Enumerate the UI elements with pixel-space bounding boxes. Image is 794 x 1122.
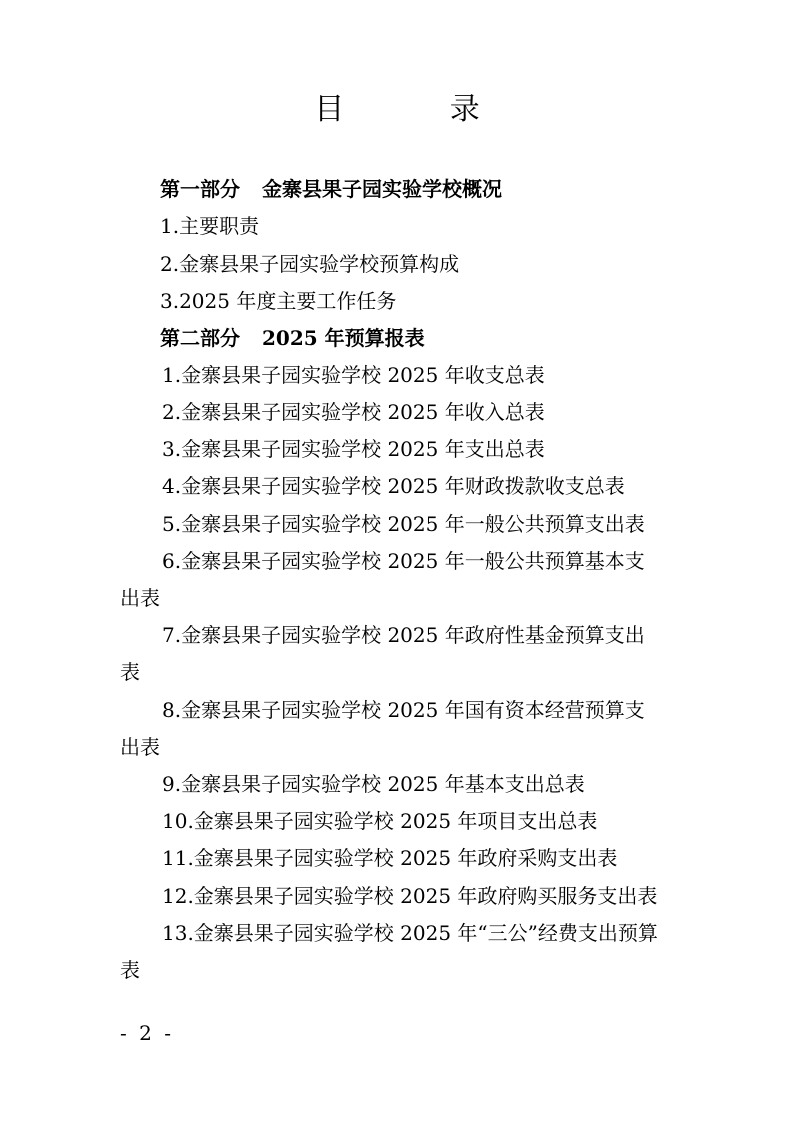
page-title: 目 录 <box>314 92 528 127</box>
toc-item[interactable]: 13.金寨县果子园实验学校 2025 年“三公”经费支出预算 <box>162 921 658 945</box>
page-number: - 2 - <box>120 1021 174 1045</box>
toc-item[interactable]: 2.金寨县果子园实验学校预算构成 <box>160 252 460 276</box>
toc-item[interactable]: 1.主要职责 <box>160 214 260 238</box>
toc-item[interactable]: 6.金寨县果子园实验学校 2025 年一般公共预算基本支 <box>162 549 645 573</box>
toc-item[interactable]: 1.金寨县果子园实验学校 2025 年收支总表 <box>162 363 545 387</box>
toc-item-continuation[interactable]: 出表 <box>120 735 160 759</box>
toc-item[interactable]: 12.金寨县果子园实验学校 2025 年政府购买服务支出表 <box>162 884 658 908</box>
toc-item[interactable]: 8.金寨县果子园实验学校 2025 年国有资本经营预算支 <box>162 698 645 722</box>
part-one-heading[interactable] <box>160 171 502 207</box>
toc-item[interactable]: 10.金寨县果子园实验学校 2025 年项目支出总表 <box>162 809 598 833</box>
part-one-name: 金寨县果子园实验学校概况 <box>262 177 502 201</box>
part-two-number: 第二部分 <box>160 326 240 350</box>
toc-item[interactable]: 9.金寨县果子园实验学校 2025 年基本支出总表 <box>162 772 585 796</box>
toc-item[interactable]: 5.金寨县果子园实验学校 2025 年一般公共预算支出表 <box>162 512 645 536</box>
part-two-name: 2025 年预算报表 <box>262 326 425 350</box>
toc-item[interactable]: 11.金寨县果子园实验学校 2025 年政府采购支出表 <box>162 846 618 870</box>
toc-item[interactable]: 2.金寨县果子园实验学校 2025 年收入总表 <box>162 400 545 424</box>
toc-item[interactable]: 4.金寨县果子园实验学校 2025 年财政拨款收支总表 <box>162 474 625 498</box>
toc-item[interactable]: 3.金寨县果子园实验学校 2025 年支出总表 <box>162 437 545 461</box>
part-one-number: 第一部分 <box>160 177 240 201</box>
toc-item-continuation[interactable]: 表 <box>120 958 140 982</box>
toc-item[interactable]: 7.金寨县果子园实验学校 2025 年政府性基金预算支出 <box>162 623 645 647</box>
part-two-heading[interactable] <box>160 320 425 356</box>
toc-item-continuation[interactable]: 表 <box>120 660 140 684</box>
toc-item[interactable]: 3.2025 年度主要工作任务 <box>160 289 397 313</box>
toc-item-continuation[interactable]: 出表 <box>120 586 160 610</box>
